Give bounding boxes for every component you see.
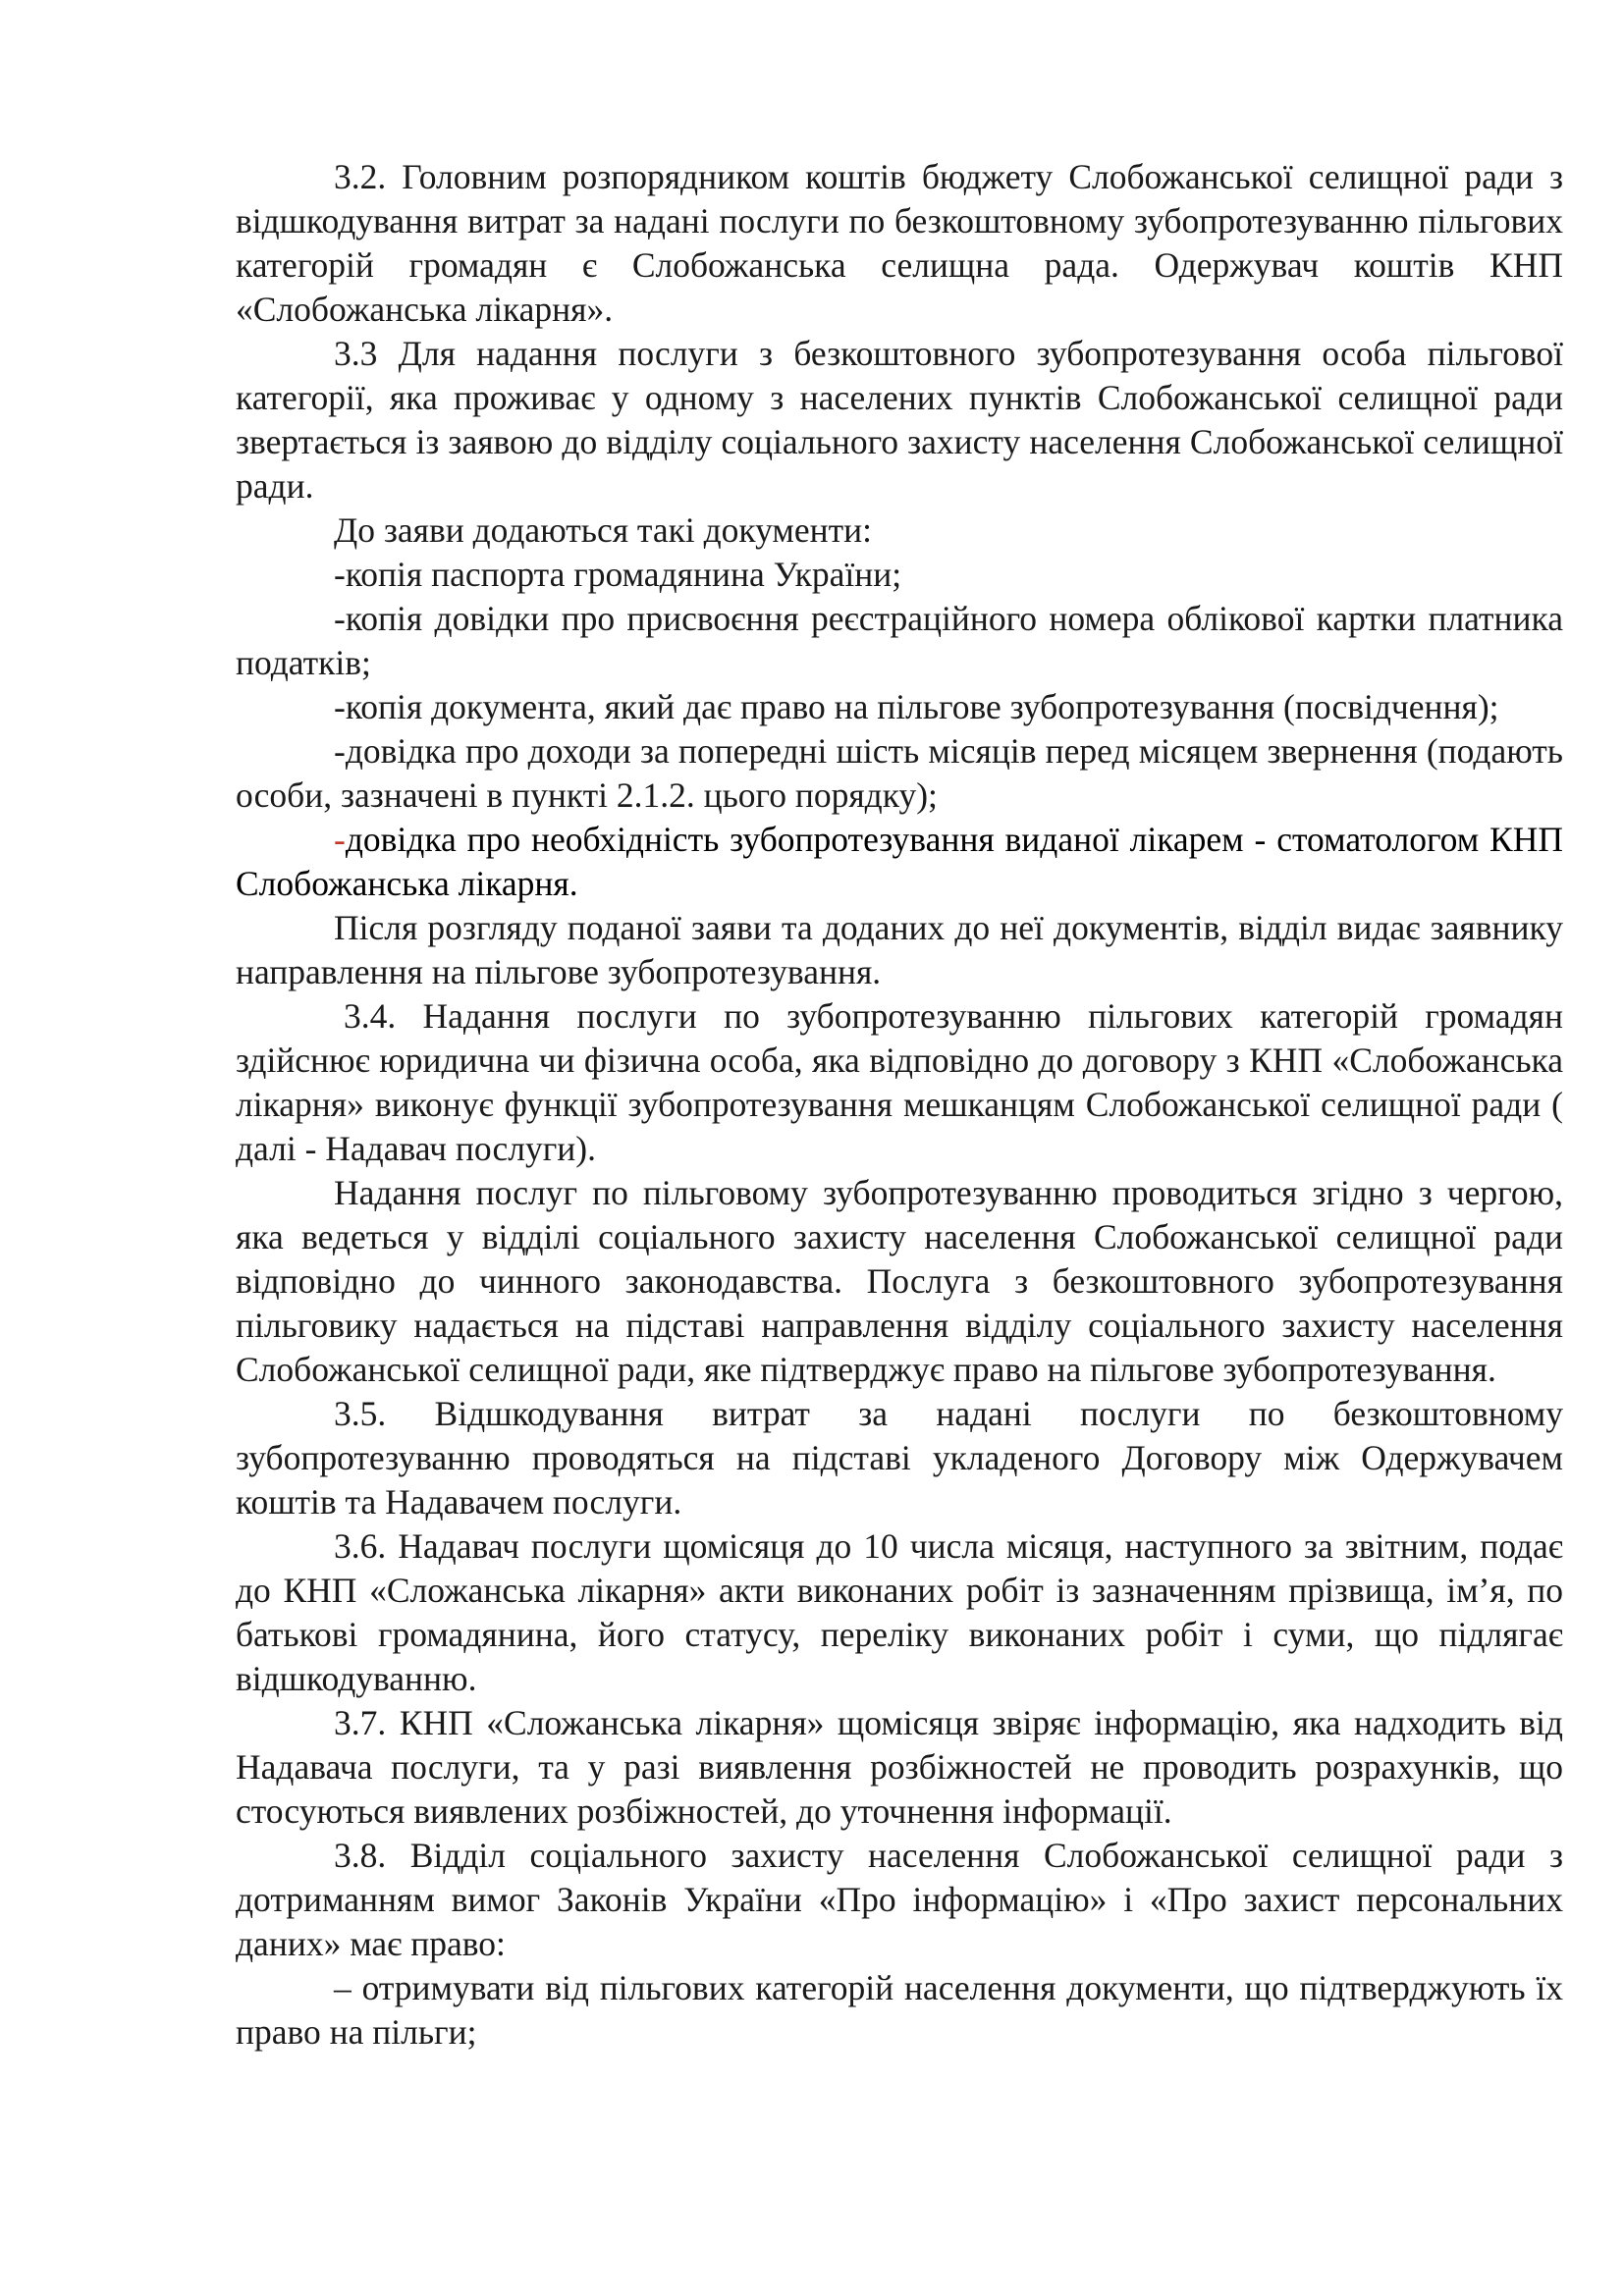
doc-item-medical-text: довідка про необхідність зубопротезування виданої лікарем - стоматологом КНП Слобожанська лікарня.	[236, 820, 1563, 903]
paragraph-3-6: 3.6. Надавач послуги щомісяця до 10 числа місяця, наступного за звітним, подає до КНП «Сложанська лікарня» акти виконаних робіт із зазначенням прізвища, ім’я, по батькові громадянина, його статусу, переліку виконаних робіт і суми, що підлягає відшкодуванню.	[236, 1526, 1563, 1698]
doc-item-medical-certificate	[236, 818, 1563, 906]
paragraph-3-3: 3.3 Для надання послуги з безкоштовного зубопротезування особа пільгової категорії, яка проживає у одному з населених пунктів Слобожанської селищної ради звертається із заявою до відділу соціального захисту населення Слобожанської селищної ради.	[236, 334, 1563, 506]
paragraph-3-5: 3.5. Відшкодування витрат за надані послуги по безкоштовному зубопротезуванню проводяться на підставі укладеного Договору між Одержувачем коштів та Надавачем послуги.	[236, 1394, 1563, 1522]
paragraph-after-review: Після розгляду поданої заяви та доданих до неї документів, відділ видає заявнику направлення на пільгове зубопротезування.	[236, 908, 1563, 991]
documents-intro: До заяви додаються такі документи:	[334, 510, 873, 550]
paragraph-3-4: 3.4. Надання послуги по зубопротезуванню пільгових категорій громадян здійснює юридична чи фізична особа, яка відповідно до договору з КНП «Слобожанська лікарня» виконує функції зубопротезування мешканцям Слобожанської селищної ради ( далі - Надавач послуги).	[236, 996, 1563, 1168]
paragraph-3-8: 3.8. Відділ соціального захисту населення Слобожанської селищної ради з дотриманням вимог Законів України «Про інформацію» і «Про захист персональних даних» має право:	[236, 1836, 1563, 1963]
paragraph-queue: Надання послуг по пільговому зубопротезуванню проводиться згідно з чергою, яка ведеться у відділі соціального захисту населення Слобожанської селищної ради відповідно до чинного законодавства. Послуга з безкоштовного зубопротезування пільговику надається на підставі направлення відділу соціального захисту населення Слобожанської селищної ради, яке підтверджує право на пільгове зубопротезування.	[236, 1173, 1563, 1389]
document-page	[236, 155, 1563, 2055]
red-dash-mark: -	[334, 820, 346, 859]
paragraph-right-receive: – отримувати від пільгових категорій населення документи, що підтверджують їх право на пільги;	[236, 1968, 1563, 2052]
doc-item-benefit-certificate: -копія документа, який дає право на пільгове зубопротезування (посвідчення);	[334, 687, 1499, 726]
doc-item-income-statement: -довідка про доходи за попередні шість місяців перед місяцем звернення (подають особи, зазначені в пункті 2.1.2. цього порядку);	[236, 731, 1563, 815]
doc-item-passport: -копія паспорта громадянина України;	[334, 555, 902, 594]
paragraph-3-7: 3.7. КНП «Сложанська лікарня» щомісяця звіряє інформацію, яка надходить від Надавача послуги, та у разі виявлення розбіжностей не проводить розрахунків, що стосуються виявлених розбіжностей, до уточнення інформації.	[236, 1703, 1563, 1831]
paragraph-3-2: 3.2. Головним розпорядником коштів бюджету Слобожанської селищної ради з відшкодування витрат за надані послуги по безкоштовному зубопротезуванню пільгових категорій громадян є Слобожанська селищна рада. Одержувач коштів КНП «Слобожанська лікарня».	[236, 157, 1563, 329]
doc-item-tax-number: -копія довідки про присвоєння реєстраційного номера облікової картки платника податків;	[236, 599, 1563, 682]
